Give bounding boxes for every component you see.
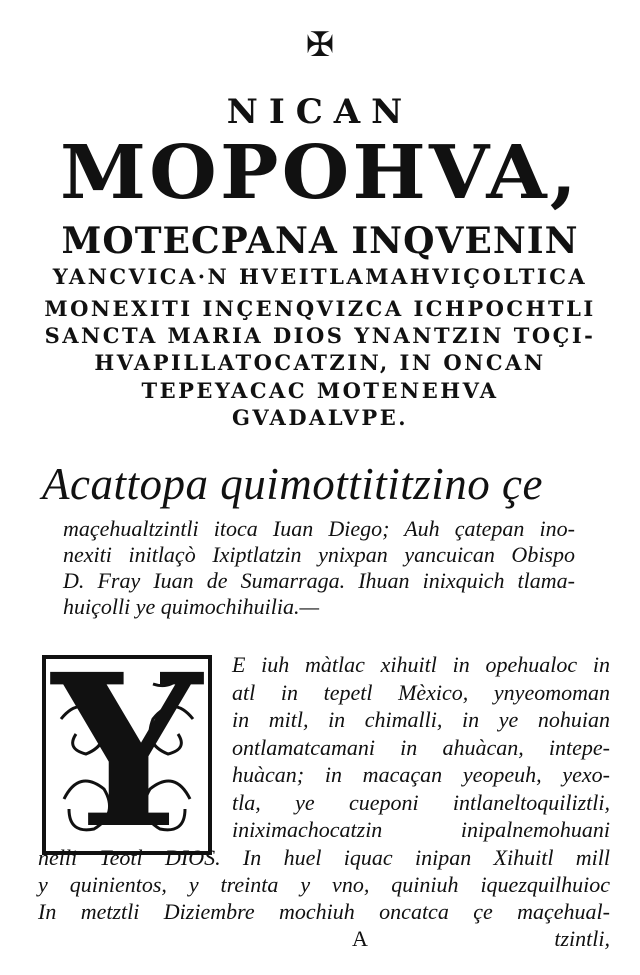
body-line: iniximachocatzin inipalnemohuani xyxy=(232,817,610,842)
cross-ornament-icon: ✠ xyxy=(305,25,335,65)
body-line: E iuh màtlac xihuitl in opehualoc in xyxy=(232,652,610,677)
drop-cap-letter: Y xyxy=(52,655,202,855)
catchword: tzintli, xyxy=(554,926,610,951)
section-heading: Acattopa quimottititzino çe xyxy=(42,459,543,509)
title-caps-line: MONEXITI INÇENQVIZCA ICHPOCHTLI xyxy=(44,296,596,321)
body-line: y quinientos, y treinta y vno, quiniuh iquezquilhuioc xyxy=(38,872,610,897)
title-line-1: NICAN xyxy=(226,92,414,132)
subheading-line: maçehualtzintli itoca Iuan Diego; Auh çatepan ino- xyxy=(63,516,575,541)
title-main: MOPOHVA, xyxy=(59,130,581,216)
body-line: nelli Teotl DIOS. In huel iquac inipan Xihuitl mill xyxy=(38,845,610,870)
title-caps-line: GVADALVPE. xyxy=(231,405,409,430)
title-caps-line: HVAPILLATOCATZIN, IN ONCAN xyxy=(94,350,546,375)
decorated-drop-cap xyxy=(42,655,212,855)
title-caps-line: SANCTA MARIA DIOS YNANTZIN TOÇI- xyxy=(44,323,596,348)
subheading-line: huiçolli ye quimochihuilia.— xyxy=(63,594,320,619)
title-caps-line: YANCVICA·N HVEITLAMAHVIÇOLTICA xyxy=(52,264,588,289)
title-line-3: MOTECPANA INQVENIN xyxy=(61,220,579,262)
body-line: atl in tepetl Mèxico, ynyeomoman xyxy=(232,680,610,705)
subheading-line: D. Fray Iuan de Sumarraga. Ihuan inixquich tlama- xyxy=(63,568,575,593)
body-line: in mitl, in chimalli, in ye nohuian xyxy=(232,707,610,732)
title-caps-line: TEPEYACAC MOTENEHVA xyxy=(141,378,499,403)
body-line: tla, ye cueponi intlaneltoquiliztli, xyxy=(232,790,610,815)
subheading-line: nexiti initlaçò Ixiptlatzin ynixpan yancuican Obispo xyxy=(63,542,575,567)
body-line: ontlamatcamani in ahuàcan, intepe- xyxy=(232,735,610,760)
body-line: In metztli Diziembre mochiuh oncatca çe maçehual- xyxy=(38,899,610,924)
body-line: huàcan; in macaçan yeopeuh, yexo- xyxy=(232,762,610,787)
signature-mark: A xyxy=(352,926,368,951)
